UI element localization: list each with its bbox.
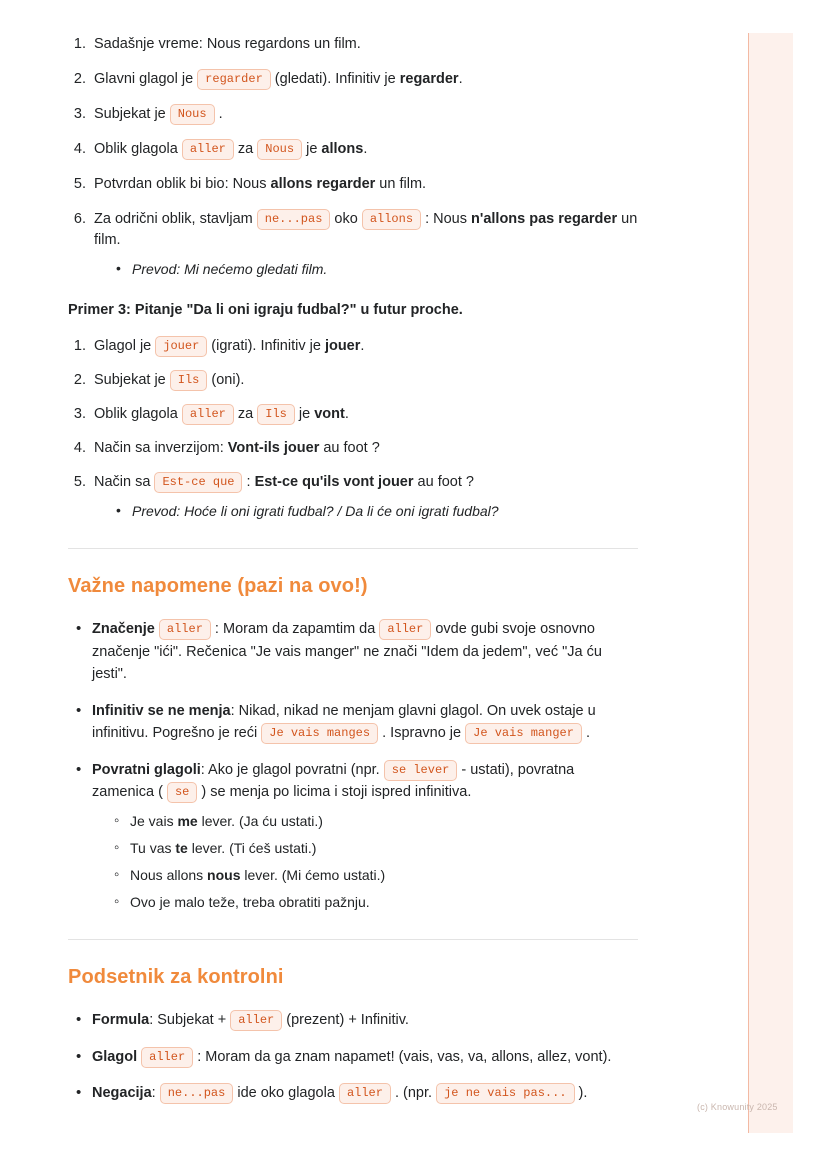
text: Glavni glagol je (94, 71, 198, 88)
text: : Subjekat + (149, 1012, 231, 1029)
divider-1 (68, 548, 638, 549)
document-content (68, 34, 638, 1119)
text: (gledati). Infinitiv je (270, 71, 400, 88)
inline-code: se lever (384, 760, 458, 781)
inline-code: regarder (197, 69, 271, 90)
bold-text: nous (207, 867, 241, 884)
bold-text: te (175, 840, 188, 857)
list-item (90, 438, 638, 459)
bold-text: vont (314, 406, 345, 423)
list-item (74, 1046, 638, 1068)
text: : Moram da zapamtim da (210, 621, 380, 638)
text: : Nous (421, 211, 472, 228)
text: lever. (Mi ćemo ustati.) (240, 867, 386, 884)
bold-text: Povratni glagoli (92, 761, 201, 778)
inline-code: Je vais manges (261, 723, 378, 744)
list-item (90, 209, 638, 280)
inline-code: Nous (257, 139, 302, 160)
bold-text: allons (321, 141, 364, 158)
list-item (90, 370, 638, 391)
list-item (90, 69, 638, 90)
text: za (233, 406, 258, 423)
notes-section-title: Važne napomene (pazi na ovo!) (68, 575, 368, 598)
text: ovde gubi svoje osnovno značenje "ići". Rečenica "Je vais manger" ne znači "Idem da jedem", već "Ja ću jesti". (92, 621, 602, 683)
inline-code: aller (182, 139, 234, 160)
text: Oblik glagola (94, 141, 182, 158)
text: au foot ? (319, 440, 380, 457)
text: je (294, 406, 315, 423)
italic-text: Prevod: Hoće li oni igrati fudbal? / Da li će oni igrati fudbal? (132, 503, 499, 520)
text: . Ispravno je (378, 725, 466, 742)
text: je (302, 141, 322, 158)
text: Sadašnje vreme: Nous regardons un film. (94, 36, 361, 52)
text: Način sa inverzijom: (94, 440, 228, 457)
text: Za odrični oblik, stavljam (94, 211, 257, 228)
inline-code: allons (362, 209, 421, 230)
text: . (458, 71, 463, 88)
text: au foot ? (413, 474, 474, 491)
bold-text: Značenje (92, 621, 159, 638)
list-item (90, 139, 638, 160)
text: . (363, 141, 368, 158)
inline-code: ne...pas (160, 1083, 234, 1104)
list-item (74, 759, 638, 914)
text: (prezent) + Infinitiv. (282, 1012, 409, 1029)
text: Ovo je malo teže, treba obratiti pažnju. (130, 894, 370, 911)
bold-text: Est-ce qu'ils vont jouer (254, 474, 414, 491)
text: oko (330, 211, 362, 228)
divider-2 (68, 939, 638, 940)
text: Oblik glagola (94, 406, 182, 423)
text: Je vais (130, 813, 178, 830)
bold-text: Formula (92, 1012, 150, 1029)
inline-code: ne...pas (257, 209, 331, 230)
bold-text: me (177, 813, 198, 830)
text: : (242, 474, 255, 491)
example3-heading: Primer 3: Pitanje "Da li oni igraju fudbal?" u futur proche. (68, 302, 463, 319)
inline-code: Je vais manger (465, 723, 582, 744)
text: . (npr. (390, 1085, 437, 1102)
list-item (74, 1009, 638, 1031)
text: un film. (94, 211, 638, 249)
reminder-list (68, 1009, 638, 1104)
sub-list (94, 501, 638, 522)
text: : Ako je glagol povratni (npr. (200, 761, 384, 778)
text: . (581, 725, 591, 742)
list-item (90, 34, 638, 55)
bold-text: allons regarder (270, 176, 376, 193)
text: (oni). (207, 372, 245, 389)
list-item (74, 1082, 638, 1104)
list-item (74, 700, 638, 745)
bold-text: jouer (324, 338, 361, 355)
inline-code: aller (159, 619, 211, 640)
sub-list (94, 259, 638, 280)
text: Nous allons (130, 867, 208, 884)
list-item (90, 404, 638, 425)
text: ide oko glagola (233, 1085, 339, 1102)
right-decorative-panel (748, 33, 793, 1133)
inline-code: se (167, 782, 197, 803)
notes-list (68, 618, 638, 913)
inline-code: Nous (170, 104, 215, 125)
list-item (90, 336, 638, 357)
text: lever. (Ja ću ustati.) (197, 813, 323, 830)
inline-code: aller (339, 1083, 391, 1104)
text: za (233, 141, 258, 158)
reminder-section-title: Podsetnik za kontrolni (68, 966, 284, 989)
text: Subjekat je (94, 372, 170, 389)
sub-list (92, 811, 638, 913)
list-item (90, 174, 638, 195)
inline-code: jouer (155, 336, 207, 357)
example3-list (68, 336, 638, 522)
list-item (90, 472, 638, 522)
inline-code: Ils (170, 370, 208, 391)
sub-list-item (114, 892, 638, 913)
text: Način sa (94, 474, 155, 491)
sub-list-item (116, 259, 638, 280)
bold-text: Vont-ils jouer (227, 440, 320, 457)
italic-text: Prevod: Mi nećemo gledati film. (132, 261, 328, 278)
example2-list (68, 34, 638, 280)
inline-code: je ne vais pas... (436, 1083, 574, 1104)
bold-text: regarder (399, 71, 459, 88)
list-item (90, 104, 638, 125)
sub-list-item (114, 811, 638, 832)
inline-code: aller (379, 619, 431, 640)
text: Glagol je (94, 338, 156, 355)
text: : Nikad, nikad ne menjam glavni glagol. On uvek ostaje u infinitivu. Pogrešno je reći (92, 702, 596, 742)
inline-code: Ils (257, 404, 295, 425)
text: (igrati). Infinitiv je (207, 338, 325, 355)
text: Potvrdan oblik bi bio: Nous (94, 176, 271, 193)
text: . (344, 406, 349, 423)
text: : (151, 1085, 160, 1102)
text: : Moram da ga znam napamet! (vais, vas, va, allons, allez, vont). (193, 1048, 612, 1065)
inline-code: aller (141, 1047, 193, 1068)
text: . (360, 338, 365, 355)
text: lever. (Ti ćeš ustati.) (187, 840, 317, 857)
bold-text: n'allons pas regarder (471, 211, 618, 228)
text: . (214, 106, 223, 123)
text: Tu vas (130, 840, 176, 857)
bold-text: Negacija (92, 1085, 152, 1102)
inline-code: aller (182, 404, 234, 425)
text: un film. (375, 176, 427, 193)
bold-text: Infinitiv se ne menja (92, 702, 231, 719)
sub-list-item (114, 865, 638, 886)
text: ) se menja po licima i stoji ispred infinitiva. (197, 784, 472, 800)
list-item (74, 618, 638, 685)
inline-code: aller (230, 1010, 282, 1031)
sub-list-item (114, 838, 638, 859)
inline-code: Est-ce que (154, 472, 242, 493)
text: ). (574, 1085, 588, 1102)
text: - ustati), povratna zamenica ( (92, 761, 575, 800)
sub-list-item (116, 501, 638, 522)
text: Subjekat je (94, 106, 170, 123)
bold-text: Glagol (92, 1048, 142, 1065)
watermark: (c) Knowunity 2025 (697, 1102, 778, 1112)
